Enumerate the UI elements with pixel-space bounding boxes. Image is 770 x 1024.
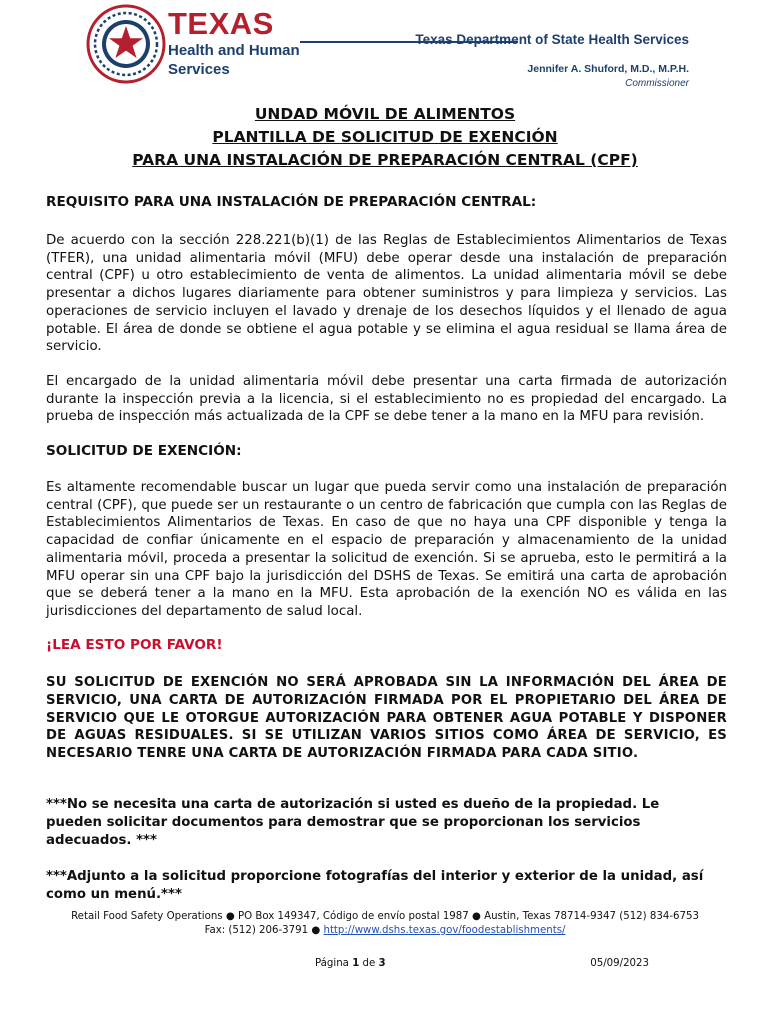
page-number bbox=[315, 958, 386, 969]
document-title-line-2: PLANTILLA DE SOLICITUD DE EXENCIÓN bbox=[212, 128, 558, 146]
document-date: 05/09/2023 bbox=[590, 958, 649, 969]
exemption-heading: SOLICITUD DE EXENCIÓN: bbox=[46, 443, 242, 459]
commissioner-title: Commissioner bbox=[625, 78, 689, 89]
department-name: Texas Department of State Health Services bbox=[415, 32, 689, 47]
page-label: Página bbox=[315, 958, 349, 969]
footer-website-link[interactable]: http://www.dshs.texas.gov/foodestablishments/ bbox=[323, 925, 566, 936]
logo-texas-wordmark: TEXAS bbox=[168, 6, 274, 41]
document-title-line-3: PARA UNA INSTALACIÓN DE PREPARACIÓN CENTRAL (CPF) bbox=[132, 151, 638, 169]
document-title-line-1: UNDAD MÓVIL DE ALIMENTOS bbox=[254, 105, 516, 123]
exemption-paragraph: Es altamente recomendable buscar un lugar que pueda servir como una instalación de preparación central (CPF), que puede ser un restaurante o un centro de fabricación que cumpla con las Reglas de Establecimientos Alimentarios de Texas. En caso de que no haya una CPF disponible y tenga la capacidad de confiar únicamente en el espacio de preparación y almacenamiento de la unidad alimentaria móvil, proceda a presentar la solicitud de exención. Si se aprueba, esto le permitirá a la MFU operar sin una CPF bajo la jurisdicción del DSHS de Texas. Se emitirá una carta de aprobación que se deberá tener a la mano en la MFU. Esta aprobación de la exención NO es válida en las jurisdicciones del departamento de salud local. bbox=[46, 480, 727, 619]
logo-services-line: Services bbox=[168, 61, 230, 78]
requirement-paragraph-1: De acuerdo con la sección 228.221(b)(1) de las Reglas de Establecimientos Alimentarios de Texas (TFER), una unidad alimentaria móvil (MFU) debe operar desde una instalación de preparación central (CPF) u otro establecimiento de venta de alimentos. La unidad alimentaria móvil se debe presentar a dichos lugares diariamente para obtener suministros y para limpieza y servicios. Las operaciones de servicio incluyen el lavado y drenaje de los desechos líquidos y el llenado de agua potable. El área de donde se obtiene el agua potable y se elimina el agua residual se llama área de servicio. bbox=[46, 233, 727, 355]
page-of: de bbox=[362, 958, 376, 969]
requirement-paragraph-2: El encargado de la unidad alimentaria móvil debe presentar una carta firmada de autorización durante la inspección previa a la licencia, si el establecimiento no es propiedad del encargado. La prueba de inspección más actualizada de la CPF se debe tener a la mano en la MFU para revisión. bbox=[46, 374, 727, 425]
footer-address: Retail Food Safety Operations ● PO Box 149347, Código de envío postal 1987 ● Austin, Texas 78714-9347 (512) 834-6753 bbox=[71, 911, 699, 922]
photos-menu-note: ***Adjunto a la solicitud proporcione fotografías del interior y exterior de la unidad, así como un menú.*** bbox=[46, 869, 704, 902]
footer-contact bbox=[0, 925, 770, 936]
page-current: 1 bbox=[352, 958, 360, 969]
footer-fax: Fax: (512) 206-3791 ● bbox=[204, 925, 324, 936]
page-total: 3 bbox=[378, 958, 386, 969]
commissioner-name: Jennifer A. Shuford, M.D., M.P.H. bbox=[527, 63, 689, 75]
logo-agency-line: Health and Human bbox=[168, 42, 300, 59]
read-this-heading: ¡LEA ESTO POR FAVOR! bbox=[46, 637, 223, 653]
service-area-warning: SU SOLICITUD DE EXENCIÓN NO SERÁ APROBADA SIN LA INFORMACIÓN DEL ÁREA DE SERVICIO, UNA CARTA DE AUTORIZACIÓN FIRMADA POR EL PROPIETARIO DEL ÁREA DE SERVICIO QUE LE OTORGUE AUTORIZACIÓN PARA OBTENER AGUA POTABLE Y DISPONER DE AGUAS RESIDUALES. SI SE UTILIZAN VARIOS SITIOS COMO ÁREA DE SERVICIO, ES NECESARIO TENRE UNA CARTA DE AUTORIZACIÓN FIRMADA PARA CADA SITIO. bbox=[46, 675, 727, 762]
authorization-letter-note: ***No se necesita una carta de autorización si usted es dueño de la propiedad. Le pueden solicitar documentos para demostrar que se proporcionan los servicios adecuados. *** bbox=[46, 797, 660, 848]
requirement-heading: REQUISITO PARA UNA INSTALACIÓN DE PREPARACIÓN CENTRAL: bbox=[46, 194, 537, 210]
texas-hhs-seal-logo bbox=[86, 4, 166, 84]
